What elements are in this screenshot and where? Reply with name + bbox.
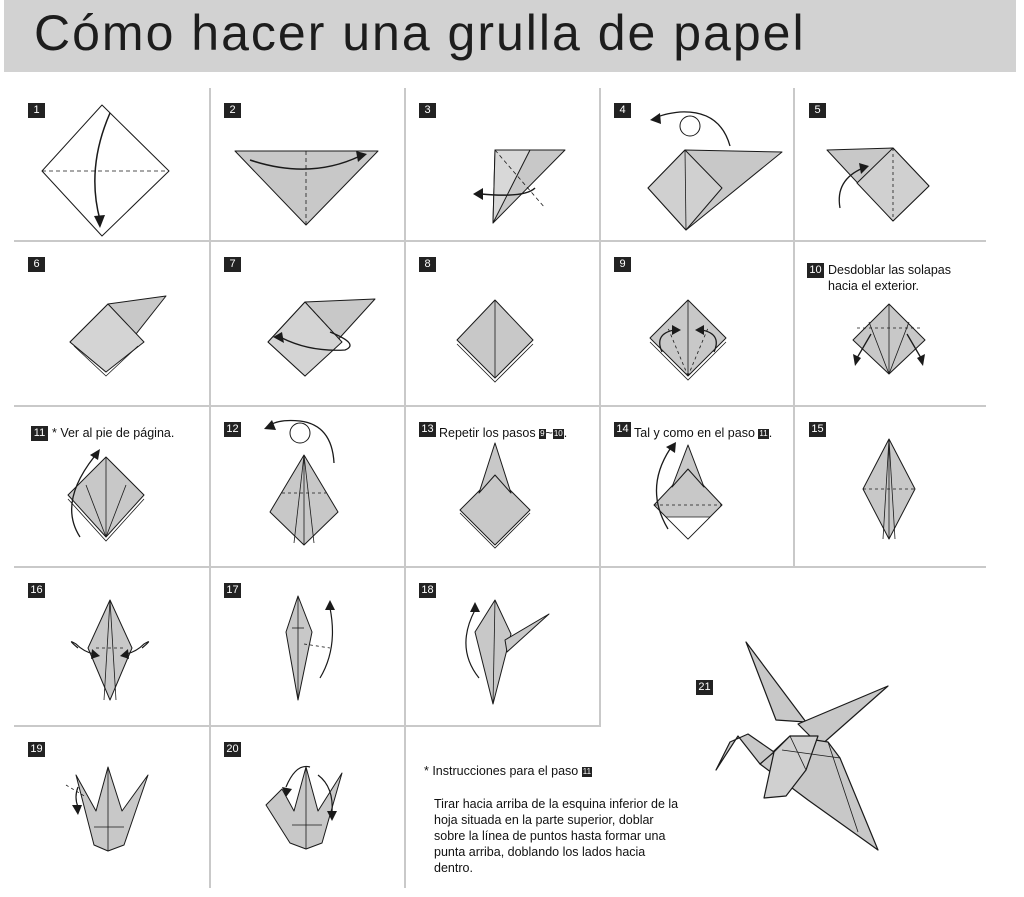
step-8-diagram xyxy=(405,242,601,408)
step-18 xyxy=(405,568,601,734)
step-20 xyxy=(210,727,406,893)
step-number: 10 xyxy=(807,263,824,278)
footnote-heading xyxy=(424,764,684,778)
step-number: 6 xyxy=(28,257,45,272)
step-17-diagram xyxy=(210,568,406,734)
step-16-diagram xyxy=(14,568,210,734)
step-17 xyxy=(210,568,406,734)
step-7 xyxy=(210,242,406,408)
caption-separator: ~ xyxy=(545,426,553,440)
step-19 xyxy=(14,727,210,893)
step-ref: 9 xyxy=(540,429,545,438)
step-number: 3 xyxy=(419,103,436,118)
step-7-diagram xyxy=(210,242,406,408)
step-ref: 11 xyxy=(759,429,768,438)
step-2 xyxy=(210,88,406,254)
step-number: 14 xyxy=(614,422,631,437)
title-banner xyxy=(4,0,1016,72)
step-15-diagram xyxy=(795,407,991,573)
footnote-body: Tirar hacia arriba de la esquina inferior de la hoja situada en la parte superior, doblar sobre la línea de puntos hasta formar una punta arriba, doblando los lados hacia dentro. xyxy=(434,797,679,875)
step-6-diagram xyxy=(14,242,210,408)
footnote xyxy=(424,764,684,876)
caption-line: hacia el exterior. xyxy=(828,279,920,293)
caption-text: Repetir los pasos xyxy=(439,426,536,440)
step-5-diagram xyxy=(795,88,991,254)
step-10 xyxy=(795,242,991,408)
step-15 xyxy=(795,407,991,573)
step-number: 17 xyxy=(224,583,241,598)
step-number: 4 xyxy=(614,103,631,118)
step-number: 5 xyxy=(809,103,826,118)
step-13-diagram xyxy=(405,407,601,573)
step-number: 18 xyxy=(419,583,436,598)
step-9-diagram xyxy=(600,242,796,408)
step-number: 19 xyxy=(28,742,45,757)
step-2-diagram xyxy=(210,88,406,254)
step-13 xyxy=(405,407,601,573)
step-20-diagram xyxy=(210,727,406,893)
step-number: 9 xyxy=(614,257,631,272)
step-number: 12 xyxy=(224,422,241,437)
step-19-diagram xyxy=(14,727,210,893)
caption-line: Desdoblar las solapas xyxy=(828,263,951,277)
step-ref: 10 xyxy=(553,429,563,438)
step-3-diagram xyxy=(405,88,601,254)
step-11 xyxy=(14,407,210,573)
step-number: 8 xyxy=(419,257,436,272)
step-8 xyxy=(405,242,601,408)
step-number: 1 xyxy=(28,103,45,118)
finished-crane-illustration xyxy=(690,640,900,860)
step-11-caption: * Ver al pie de página. xyxy=(52,426,175,440)
step-5 xyxy=(795,88,991,254)
step-12-diagram xyxy=(210,407,406,573)
step-6 xyxy=(14,242,210,408)
step-1-diagram xyxy=(14,88,210,254)
step-12 xyxy=(210,407,406,573)
step-14-diagram xyxy=(600,407,796,573)
caption-text: Tal y como en el paso xyxy=(634,426,755,440)
step-1 xyxy=(14,88,210,254)
step-4-diagram xyxy=(600,88,796,254)
step-number: 21 xyxy=(696,680,713,695)
step-21 xyxy=(690,640,900,860)
step-18-diagram xyxy=(405,568,601,734)
page-title: Cómo hacer una grulla de papel xyxy=(34,5,806,61)
step-3 xyxy=(405,88,601,254)
caption-text: . xyxy=(768,426,773,440)
step-number: 7 xyxy=(224,257,241,272)
step-16 xyxy=(14,568,210,734)
step-number: 2 xyxy=(224,103,241,118)
step-4 xyxy=(600,88,796,254)
step-14 xyxy=(600,407,796,573)
footnote-heading-text: * Instrucciones para el paso xyxy=(424,764,579,778)
step-number: 13 xyxy=(419,422,436,437)
step-9 xyxy=(600,242,796,408)
step-number: 11 xyxy=(31,426,48,441)
step-number: 15 xyxy=(809,422,826,437)
caption-text: . xyxy=(563,426,568,440)
step-10-diagram xyxy=(795,242,991,408)
step-number: 16 xyxy=(28,583,45,598)
step-number: 20 xyxy=(224,742,241,757)
step-11-diagram xyxy=(14,407,210,573)
step-ref: 11 xyxy=(582,767,592,776)
